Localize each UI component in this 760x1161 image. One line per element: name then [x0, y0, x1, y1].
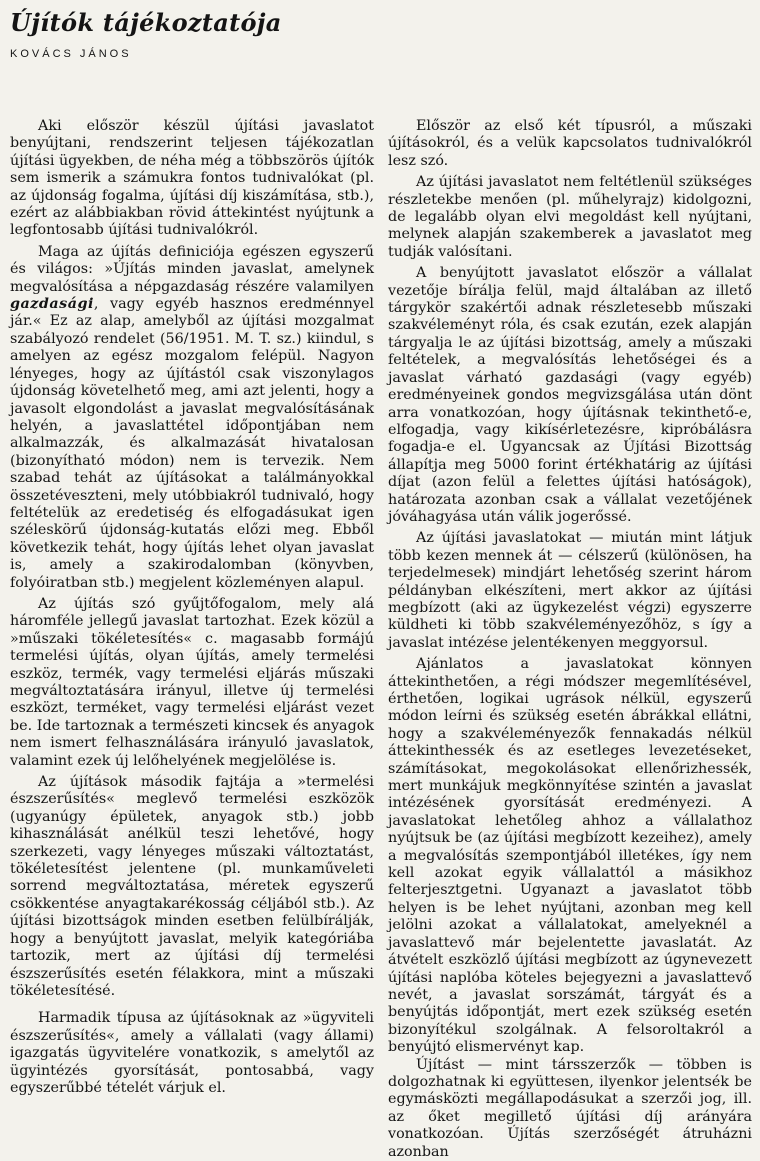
article-body: [10, 118, 752, 1160]
paragraph: [10, 244, 374, 592]
paragraph-text: Maga az újítás definiciója egészen egyszerű és világos: »Újítás minden javaslat, amelynek megvalósítása a népgazdaság részére valamilyen: [10, 243, 374, 295]
paragraph: Harmadik típusa az újításoknak az »ügyviteli észszerűsítés«, amely a vállalati (vagy állami) igazgatás ügyvitelére vonatkozik, s amelytől az ügyintézés gyorsítását, pontosabbá, vagy egyszerűbbé tételét várjuk el.: [10, 1010, 374, 1096]
emphasis-text: gazdasági: [10, 296, 94, 313]
paragraph: Az újítások második fajtája a »termelési észszerűsítés« meglevő termelési eszközök (ugyanúgy épületek, anyagok stb.) jobb kihasználását anélkül teszi lehetővé, hogy szerkezeti, vagy lényeges műszaki változtatást, tökéletesítést jelentene (pl. munkaműveleti sorrend megváltoztatása, méretek egyszerű csökkentése anyagtakarékosság céljából stb.). Az újítási bizottságok minden esetben felülbírálják, hogy a benyújtott javaslat, melyik kategóriába tartozik, mert az újítási díj termelési észszerűsítés esetén félakkora, mint a műszaki tökéletesítésé.: [10, 774, 374, 999]
article-title: Újítók tájékoztatója: [10, 8, 282, 37]
paragraph: Aki először készül újítási javaslatot benyújtani, rendszerint teljesen tájékozatlan újítási ügyekben, de néha még a többszörös újítók sem ismerik a számukra fontos tudnivalókat (pl. az újdonság fogalma, újítási díj kiszámítása, stb.), ezért az alábbiakban rövid áttekintést nyújtunk a legfontosabb újítási tudnivalókról.: [10, 118, 374, 239]
left-column: [10, 118, 374, 1101]
paragraph: Az újítás szó gyűjtőfogalom, mely alá háromféle jellegű javaslat tartozhat. Ezek közül a »műszaki tökéletesítés« c. magasabb formájú termelési újítás, olyan újítás, amely termelési eszköz, termék, vagy termelési eljárás műszaki megváltoztatására irányul, illetve új termelési eszközt, terméket, vagy termelési eljárást vezet be. Ide tartoznak a természeti kincsek és anyagok nem ismert felhasználására irányuló javaslatok, valamint ezek új lelőhelyének megjelölése is.: [10, 595, 374, 769]
paragraph-text: , vagy egyéb hasznos eredménnyel jár.« Ez az alap, amelyből az újítási mozgalmat szabályozó rendelet (56/1951. M. T. sz.) kiindul, s amelyen az egész mozgalom felépül. Nagyon lényeges, hogy az újítástól csak viszonylagos újdonság követelhető meg, ami azt jelenti, hogy a javasolt elgondolást a javaslat megvalósításának helyén, a javaslattétel időpontjában nem alkalmazzák, és alkalmazását hivatalosan (bizonyítható módon) nem is tervezik. Nem szabad tehát az újításokat a találmányokkal összetéveszteni, mely utóbbiakról tudnivaló, hogy feltételük az eredetiség és elfogadásukat igen széleskörű újdonság-kutatás előzi meg. Ebből következik tehát, hogy újítás lehet olyan javaslat is, amely a szakirodalomban (könyvben, folyóiratban stb.) megjelent közleményen alapul.: [10, 296, 374, 591]
article-author: KOVÁCS JÁNOS: [10, 48, 132, 60]
paragraph: Az újítási javaslatot nem feltétlenül szükséges részletekbe menően (pl. műhelyrajz) kidolgozni, de legalább olyan elvi megoldást kell nyújtani, melynek alapján szakemberek a javaslatot meg tudják valósítani.: [388, 174, 752, 260]
paragraph: Újítást — mint társszerzők — többen is dolgozhatnak ki együttesen, ilyenkor jelentsék be egymásközti megállapodásukat a szerzői jog, ill. az őket megillető újítási díj arányára vonatkozóan. Újítás szerzőségét átruházni azonban: [388, 1056, 752, 1160]
right-column: [388, 118, 752, 1160]
paragraph: A benyújtott javaslatot először a vállalat vezetője bírálja felül, majd általában az illető tárgykör szakértői adnak részletesebb műszaki szakvéleményt róla, és csak ezután, ezek alapján tárgyalja le az újítási bizottság, amely a műszaki feltételek, a megvalósítás lehetőségei és a javaslat várható gazdasági (vagy egyéb) eredményeinek gondos megvizsgálása után dönt arra vonatkozóan, hogy újításnak tekinthető-e, elfogadja, vagy kikísérletezésre, kipróbálásra fogadja-e el. Ugyancsak az Újítási Bizottság állapítja meg 5000 forint értékhatárig az újítási díjat (azon felül a felettes újítási hatóságok), határozata azonban csak a vállalat vezetőjének jóváhagyása után válik jogerőssé.: [388, 265, 752, 525]
paragraph: Először az első két típusról, a műszaki újításokról, és a velük kapcsolatos tudnivalókról lesz szó.: [388, 118, 752, 169]
paragraph: Ajánlatos a javaslatokat könnyen áttekinthetően, a régi módszer megemlítésével, érthetően, logikai ugrások nélkül, egyszerű módon leírni és szükség esetén ábrákkal ellátni, hogy a szakvéleményezők fennakadás nélkül áttekinthessék és az esetleges levezetéseket, számításokat, megokolásokat ellenőrizhessék, mert munkájuk megkönnyítése szintén a javaslat intézésének gyorsítását eredményezi. A javaslatokat lehetőleg ahhoz a vállalathoz nyújtsuk be (az újítási megbízott kezeihez), amely a megvalósítás szempontjából illetékes, így nem kell azokat egyik vállalattól a másikhoz felterjesztgetni. Ugyanazt a javaslatot több helyen is be lehet nyújtani, azonban meg kell jelölni azokat a vállalatokat, amelyeknél a javaslattevő már bejelentette javaslatát. Az átvételt eszközlő újítási megbízott az úgynevezett újítási naplóba köteles bejegyezni a javaslattevő nevét, a javaslat sorszámát, tárgyát és a benyújtás időpontját, mert ezek szükség esetén bizonyítékul szolgálnak. A felsoroltakról a benyújtó elismervényt kap.: [388, 656, 752, 1056]
paragraph: Az újítási javaslatokat — miután mint látjuk több kezen mennek át — célszerű (különösen, ha terjedelmesek) mindjárt lehetőség szerint három példányban elkészíteni, mert akkor az újítási megbízott (aki az ügykezelést végzi) egyszerre küldheti ki több szakvéleményezőhöz, s így a javaslat intézése jelentékenyen meggyorsul.: [388, 530, 752, 651]
